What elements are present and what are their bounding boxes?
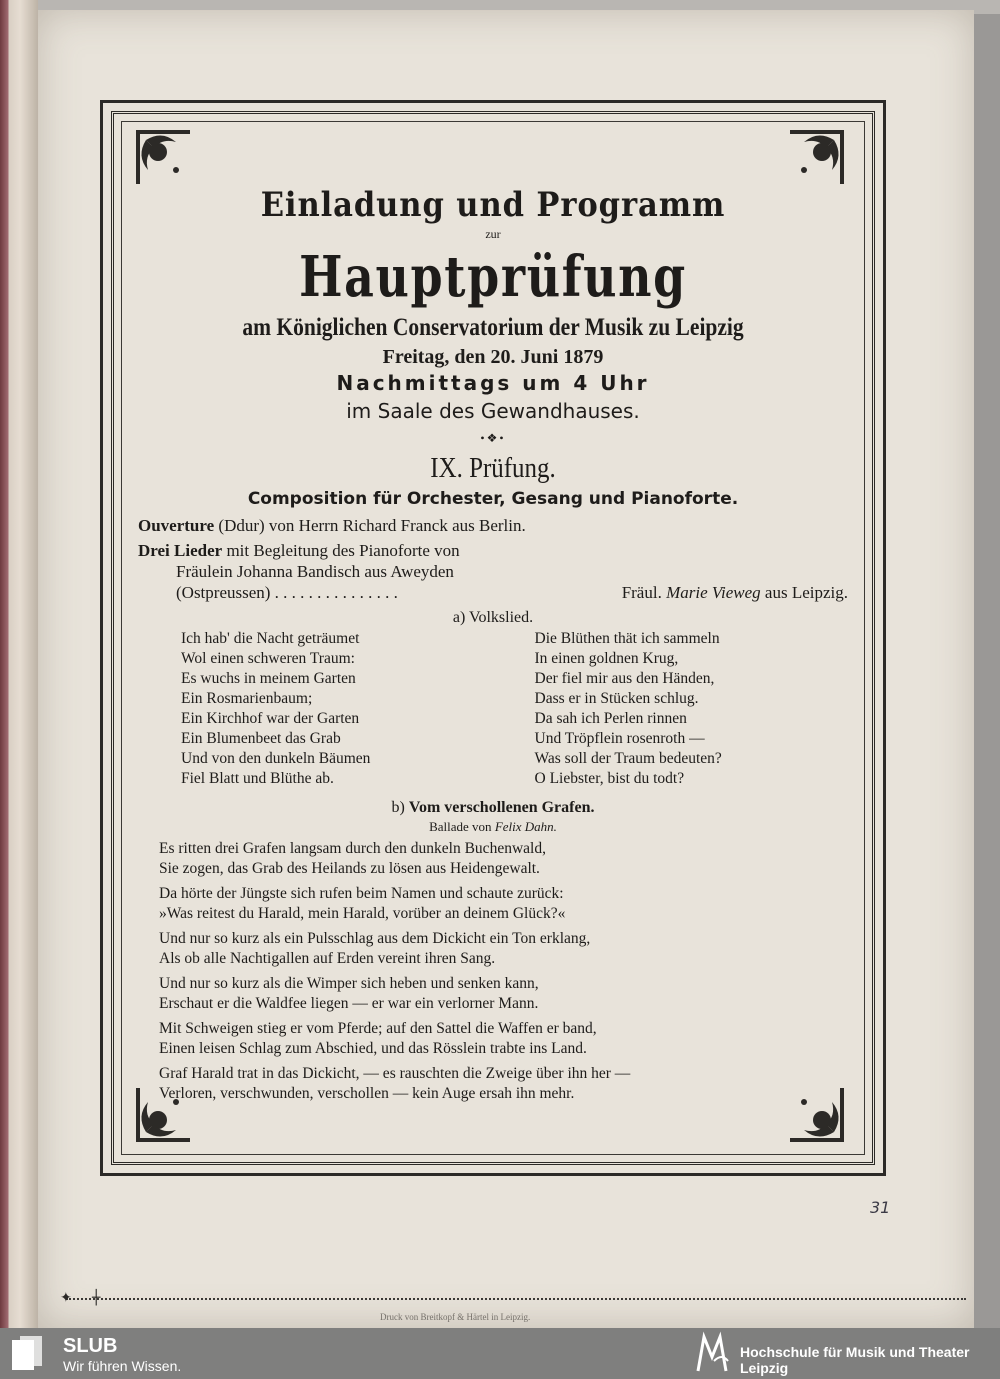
time-line: Nachmittags um 4 Uhr: [336, 371, 650, 395]
ballade-line: Graf Harald trat in das Dickicht, — es rauschten die Zweige über ihn her —: [159, 1065, 631, 1082]
item-text: mit Begleitung des Pianoforte von: [222, 541, 460, 560]
poem-line: Und von den dunkeln Bäumen: [181, 750, 371, 767]
ballade-stanza: [138, 839, 848, 878]
program-item-ouverture: [138, 515, 848, 536]
poem-line: Die Blüthen thät ich sammeln: [534, 630, 720, 647]
document-title: Einladung und Programm: [260, 185, 726, 225]
poem-line: Wol einen schweren Traum:: [181, 650, 355, 667]
program-content: [138, 175, 848, 1109]
poem-line: Es wuchs in meinem Garten: [181, 670, 356, 687]
hmt-logo-icon[interactable]: [692, 1331, 732, 1375]
library-name: SLUB: [63, 1335, 118, 1357]
item-label: Ouverture: [138, 516, 215, 535]
poem-line: Da sah ich Perlen rinnen: [534, 710, 687, 727]
divider-ornament-icon: •❖•: [480, 431, 506, 445]
ballade-stanza: [138, 929, 848, 968]
item-label: Drei Lieder: [138, 541, 223, 560]
poem-line: Fiel Blatt und Blüthe ab.: [181, 770, 334, 787]
poem-column-right: [535, 629, 849, 789]
ballade-line: »Was reitest du Harald, mein Harald, vorüber an deinem Glück?«: [159, 904, 566, 922]
ballade-line: Da hörte der Jüngste sich rufen beim Namen und schaute zurück:: [159, 885, 564, 902]
origin-text: (Ostpreussen) . . . . . . . . . . . . . . .: [176, 583, 398, 602]
poem-line: Ein Rosmarienbaum;: [181, 690, 313, 707]
poem-line: Ein Blumenbeet das Grab: [181, 730, 341, 747]
volkslied-poem: [138, 629, 848, 789]
ballade-stanza: [138, 1064, 848, 1103]
composition-heading: Composition für Orchester, Gesang und Pianoforte.: [247, 489, 739, 509]
poem-line: Dass er in Stücken schlug.: [534, 690, 699, 707]
poem-line: Ein Kirchhof war der Garten: [181, 710, 360, 727]
book-spine-edge: [0, 0, 38, 1328]
ballade-byline: Ballade von Felix Dahn.: [429, 819, 557, 834]
library-tagline: Wir führen Wissen.: [63, 1358, 182, 1374]
ballade-stanza: [138, 1019, 848, 1058]
program-item-lieder: [138, 540, 848, 561]
ballade-stanza: [138, 974, 848, 1013]
rule-cross-icon: ┼: [92, 1290, 101, 1306]
item-text: (Ddur) von Herrn Richard Franck aus Berlin.: [214, 516, 526, 535]
poem-line: Ich hab' die Nacht geträumet: [181, 630, 360, 647]
ballade-line: Sie zogen, das Grab des Heilands zu lösen aus Heidengewalt.: [159, 859, 540, 877]
ballade-stanza: [138, 884, 848, 923]
ballade-line: Mit Schweigen stieg er vom Pferde; auf den Sattel die Waffen er band,: [159, 1020, 597, 1037]
poem-line: Was soll der Traum bedeuten?: [534, 750, 722, 767]
performer-text: Fräul. Marie Vieweg aus Leipzig.: [621, 583, 848, 602]
bottom-rule: [66, 1298, 966, 1300]
slub-logo-link[interactable]: [10, 1331, 310, 1379]
poem-column-left: [181, 629, 495, 789]
main-title: Hauptprüfung: [299, 244, 687, 310]
ballade-line: Und nur so kurz als die Wimper sich heben und senken kann,: [159, 975, 539, 992]
venue-line: im Saale des Gewandhauses.: [346, 399, 640, 423]
ballade-line: Es ritten drei Grafen langsam durch den dunkeln Buchenwald,: [159, 840, 546, 857]
zur-label: zur: [485, 227, 501, 241]
poem-line: Der fiel mir aus den Händen,: [534, 670, 715, 687]
poem-line: O Liebster, bist du todt?: [534, 770, 685, 787]
ballade-line: Verloren, verschwunden, verschollen — kein Auge ersah ihn mehr.: [159, 1084, 575, 1102]
ballade-heading: b) Vom verschollenen Grafen.: [391, 799, 595, 816]
slub-logo-icon: [10, 1334, 46, 1374]
ballade-line: Einen leisen Schlag zum Abschied, und das Rösslein trabte ins Land.: [159, 1039, 587, 1057]
institution-line: am Königlichen Conservatorium der Musik zu Leipzig: [242, 314, 744, 341]
printer-note: Druck von Breitkopf & Härtel in Leipzig.: [380, 1312, 531, 1322]
page-number: 31: [870, 1198, 891, 1217]
program-list: [138, 515, 848, 603]
ballade-line: Als ob alle Nachtigallen auf Erden vereint ihren Sang.: [159, 949, 496, 967]
school-name[interactable]: Hochschule für Musik und Theater Leipzig: [740, 1344, 970, 1376]
exam-heading: IX. Prüfung.: [430, 452, 556, 484]
lieder-performer-line: [138, 582, 848, 603]
ballade-line: Erschaut er die Waldfee liegen — er war ein verlorner Mann.: [159, 994, 539, 1012]
ballade-text: [138, 839, 848, 1103]
rule-end-left-icon: ✦: [60, 1290, 72, 1306]
date-line: Freitag, den 20. Juni 1879: [382, 346, 604, 368]
poem-line: Und Tröpflein rosenroth —: [534, 730, 705, 747]
lieder-composer-line: Fräulein Johanna Bandisch aus Aweyden: [176, 562, 454, 581]
poem-line: In einen goldnen Krug,: [534, 650, 679, 667]
performer-name: Marie Vieweg: [666, 583, 761, 602]
volkslied-heading: a) Volkslied.: [452, 609, 534, 626]
ballade-line: Und nur so kurz als ein Pulsschlag aus dem Dickicht ein Ton erklang,: [159, 930, 591, 947]
